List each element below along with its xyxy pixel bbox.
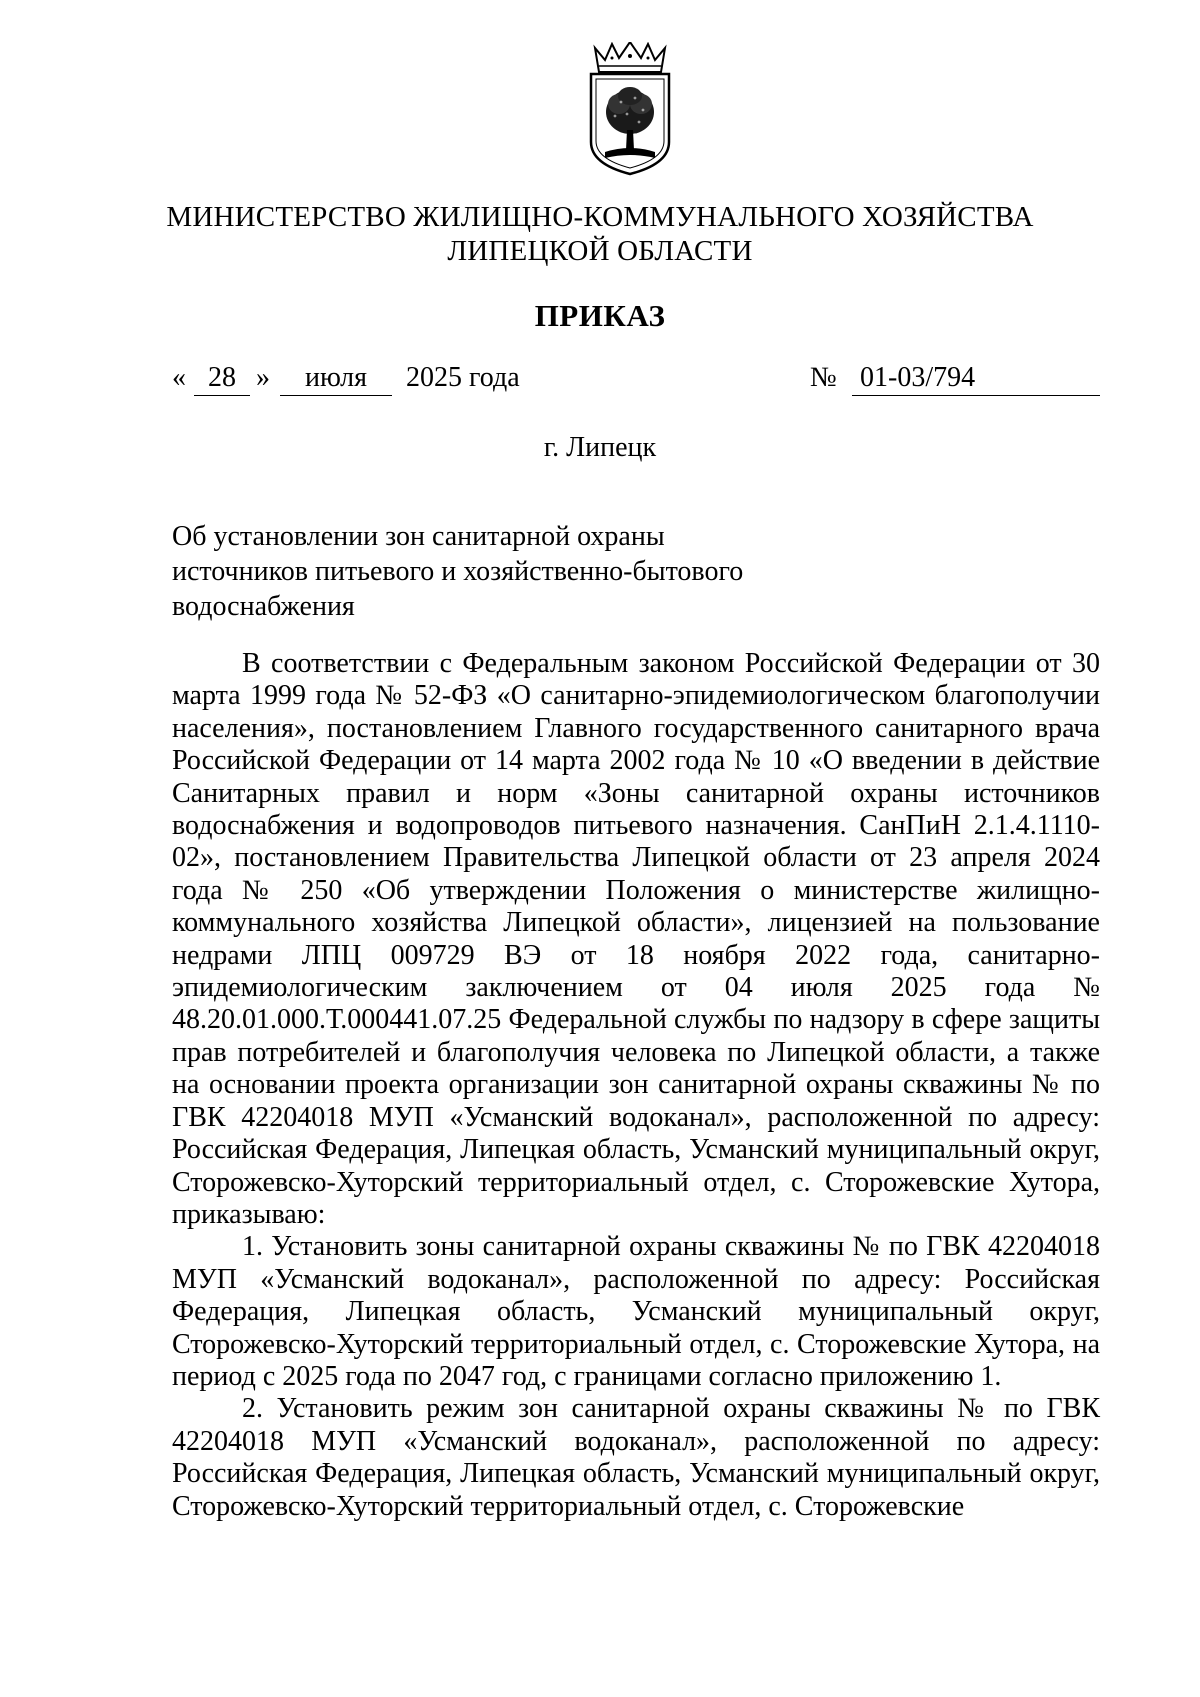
date-year: 2025 года (406, 362, 520, 393)
date-close-quote: » (256, 362, 270, 393)
date-day: 28 (208, 362, 236, 393)
subject-line-2: источников питьевого и хозяйственно-бытового (172, 556, 744, 587)
ministry-name-line-1: МИНИСТЕРСТВО ЖИЛИЩНО-КОММУНАЛЬНОГО ХОЗЯЙСТВА (166, 201, 1034, 233)
ministry-name-line-2: ЛИПЕЦКОЙ ОБЛАСТИ (447, 235, 753, 267)
ministry-name (150, 200, 1050, 268)
order-item-1: 1. Установить зоны санитарной охраны скважины № по ГВК 42204018 МУП «Усманский водоканал», расположенной по адресу: Российская Федерация, Липецкая область, Усманский муниципальный округ, Сторожевско-Хуторский территориальный отдел, с. Сторожевские Хутора, на период с 2025 года по 2047 год, с границами согласно приложению 1. (172, 1231, 1100, 1392)
document-type-title: ПРИКАЗ (534, 298, 666, 333)
subject-line-3: водоснабжения (172, 591, 355, 622)
date-month: июля (304, 362, 368, 393)
coat-of-arms-icon (585, 42, 675, 177)
number-sign: № (810, 362, 837, 393)
subject-line-1: Об установлении зон санитарной охраны (172, 521, 665, 552)
document-number: 01-03/794 (860, 362, 976, 393)
date-open-quote: « (172, 362, 186, 393)
date-day-underline (194, 395, 250, 396)
preamble-paragraph: В соответствии с Федеральным законом Российской Федерации от 30 марта 1999 года № 52-ФЗ «О санитарно-эпидемиологическом благополучии населения», постановлением Главного государственного санитарного врача Российской Федерации от 14 марта 2002 года № 10 «О введении в действие Санитарных правил и норм «Зоны санитарной охраны источников водоснабжения и водопроводов питьевого назначения. СанПиН 2.1.4.1110-02», постановлением Правительства Липецкой области от 23 апреля 2024 года № 250 «Об утверждении Положения о министерстве жилищно-коммунального хозяйства Липецкой области», лицензией на пользование недрами ЛПЦ 009729 ВЭ от 18 ноября 2022 года, санитарно-эпидемиологическим заключением от 04 июля 2025 года № 48.20.01.000.Т.000441.07.25 Федеральной службы по надзору в сфере защиты прав потребителей и благополучия человека по Липецкой области, а также на основании проекта организации зон санитарной охраны скважины № по ГВК 42204018 МУП «Усманский водоканал», расположенной по адресу: Российская Федерация, Липецкая область, Усманский муниципальный округ, Сторожевско-Хуторский территориальный отдел, с. Сторожевские Хутора, приказываю: (172, 648, 1100, 1230)
document-number-underline (852, 395, 1100, 396)
date-number-row (172, 362, 1100, 402)
city-name: г. Липецк (543, 432, 657, 463)
date-month-underline (280, 395, 392, 396)
document-subject (172, 519, 792, 624)
order-item-2: 2. Установить режим зон санитарной охраны скважины № по ГВК 42204018 МУП «Усманский водоканал», расположенной по адресу: Российская Федерация, Липецкая область, Усманский муниципальный округ, Сторожевско-Хуторский территориальный отдел, с. Сторожевские (172, 1393, 1100, 1522)
document-body (172, 648, 1100, 1523)
